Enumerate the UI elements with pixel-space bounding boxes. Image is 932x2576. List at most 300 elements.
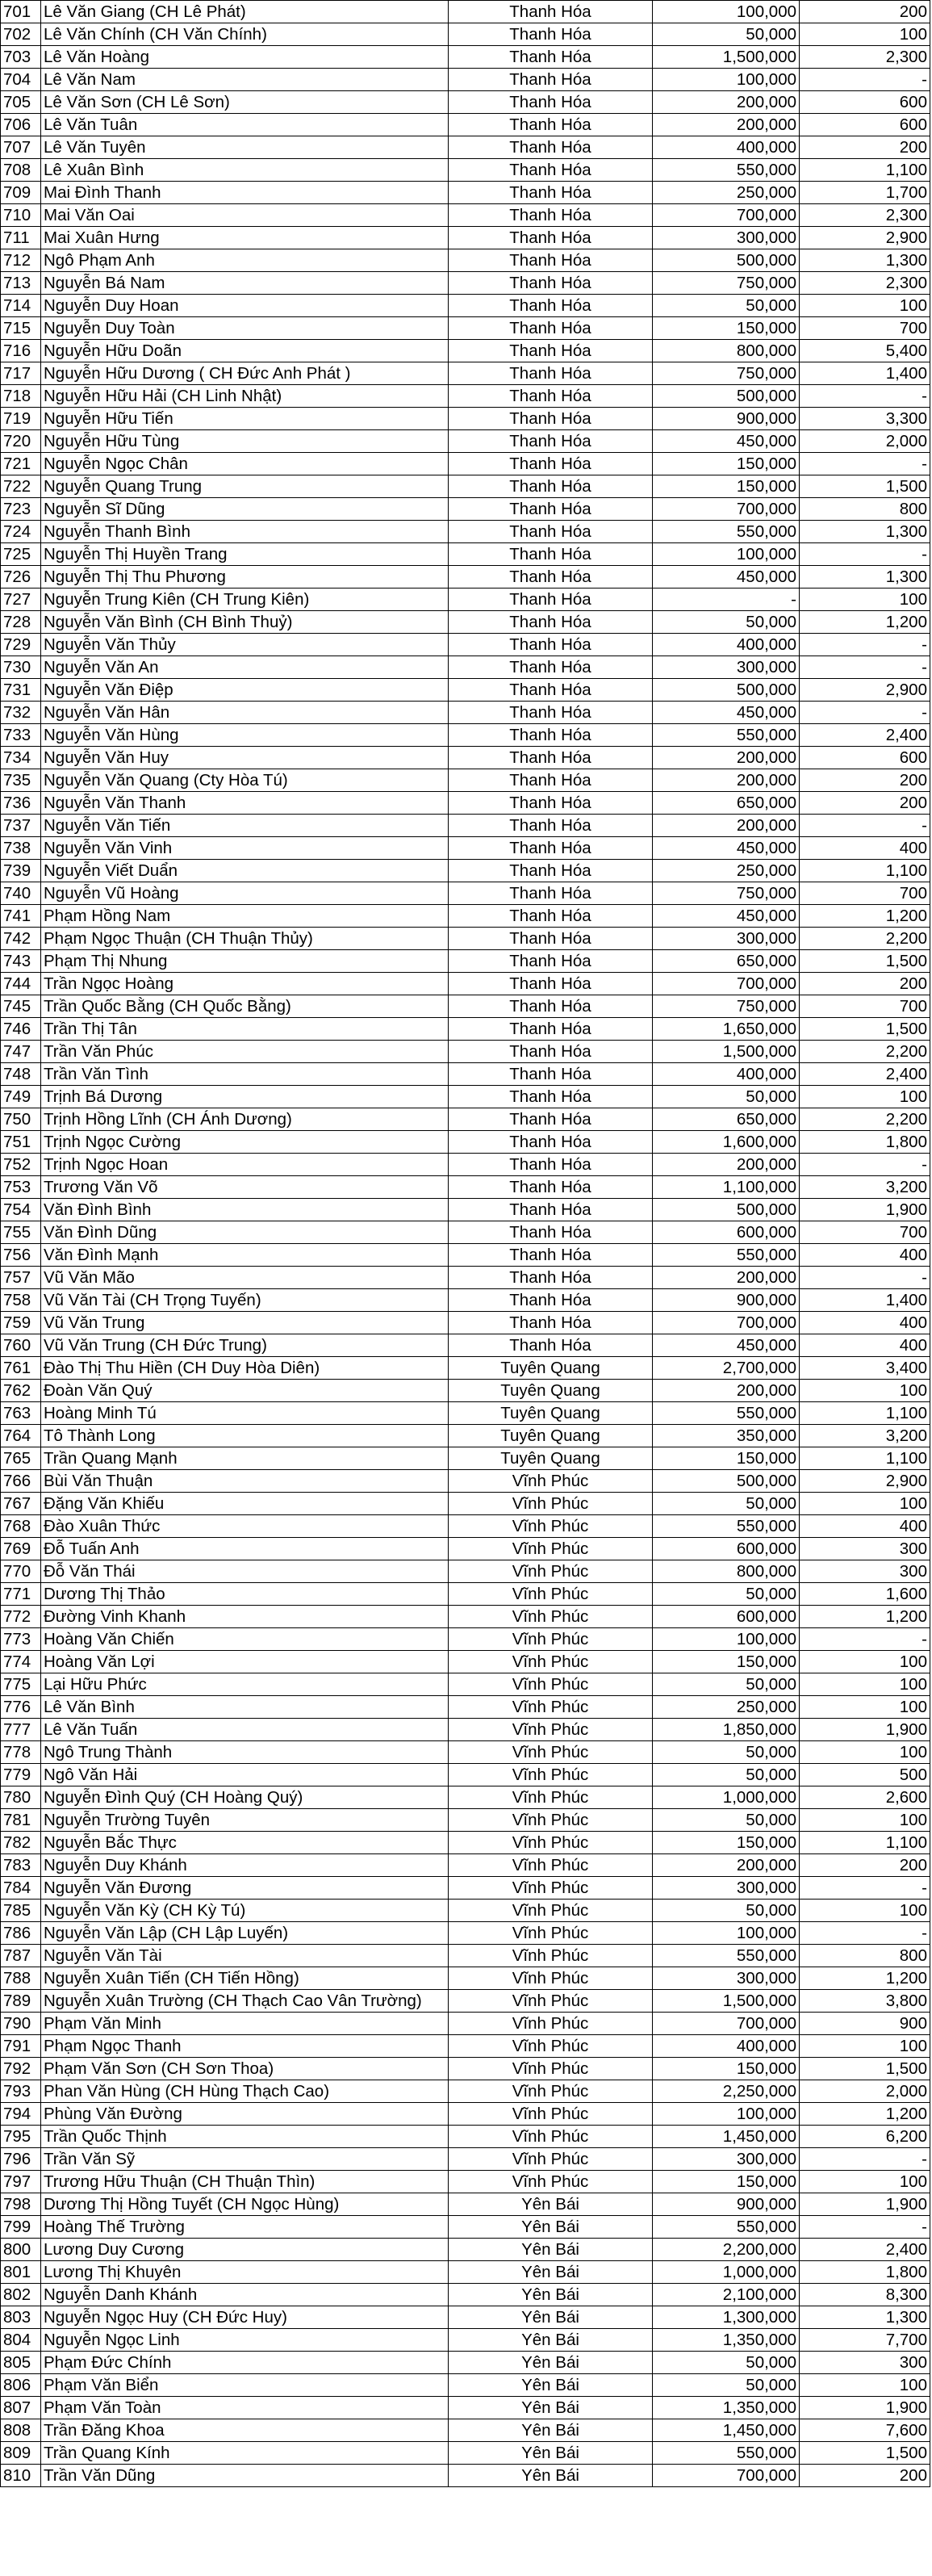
- row-number-cell: 728: [1, 611, 41, 634]
- name-cell: Nguyễn Văn Điệp: [41, 679, 449, 702]
- province-cell: Vĩnh Phúc: [449, 1515, 653, 1538]
- name-cell: Lương Thị Khuyên: [41, 2261, 449, 2284]
- points-cell: 1,500: [800, 2058, 930, 2080]
- points-cell: 2,000: [800, 430, 930, 453]
- name-cell: Nguyễn Văn Tài: [41, 1945, 449, 1967]
- amount-cell: 550,000: [653, 2216, 800, 2239]
- province-cell: Thanh Hóa: [449, 1041, 653, 1063]
- points-cell: 3,800: [800, 1990, 930, 2013]
- row-number-cell: 754: [1, 1199, 41, 1221]
- points-cell: 400: [800, 1312, 930, 1334]
- name-cell: Nguyễn Xuân Tiến (CH Tiến Hồng): [41, 1967, 449, 1990]
- amount-cell: 100,000: [653, 69, 800, 91]
- row-number-cell: 810: [1, 2465, 41, 2487]
- name-cell: Trần Văn Phúc: [41, 1041, 449, 1063]
- row-number-cell: 801: [1, 2261, 41, 2284]
- name-cell: Nguyễn Văn Hùng: [41, 724, 449, 747]
- row-number-cell: 716: [1, 340, 41, 362]
- table-row: [1, 1199, 930, 1221]
- province-cell: Tuyên Quang: [449, 1447, 653, 1470]
- row-number-cell: 718: [1, 385, 41, 408]
- row-number-cell: 723: [1, 498, 41, 521]
- name-cell: Nguyễn Hữu Dương ( CH Đức Anh Phát ): [41, 362, 449, 385]
- table-row: [1, 1493, 930, 1515]
- table-row: [1, 159, 930, 182]
- name-cell: Nguyễn Trung Kiên (CH Trung Kiên): [41, 589, 449, 611]
- points-cell: 1,900: [800, 1719, 930, 1741]
- table-row: [1, 837, 930, 860]
- name-cell: Đỗ Văn Thái: [41, 1560, 449, 1583]
- province-cell: Thanh Hóa: [449, 69, 653, 91]
- province-cell: Thanh Hóa: [449, 91, 653, 114]
- points-cell: 600: [800, 114, 930, 136]
- name-cell: Phạm Ngọc Thanh: [41, 2035, 449, 2058]
- row-number-cell: 779: [1, 1764, 41, 1786]
- row-number-cell: 803: [1, 2306, 41, 2329]
- points-cell: 300: [800, 1560, 930, 1583]
- amount-cell: 550,000: [653, 1244, 800, 1267]
- points-cell: 2,300: [800, 272, 930, 295]
- points-cell: 700: [800, 1221, 930, 1244]
- points-cell: -: [800, 1628, 930, 1651]
- amount-cell: 1,100,000: [653, 1176, 800, 1199]
- row-number-cell: 791: [1, 2035, 41, 2058]
- province-cell: Yên Bái: [449, 2352, 653, 2374]
- amount-cell: 750,000: [653, 272, 800, 295]
- name-cell: Dương Thị Hồng Tuyết (CH Ngọc Hùng): [41, 2193, 449, 2216]
- province-cell: Thanh Hóa: [449, 769, 653, 792]
- points-cell: 3,300: [800, 408, 930, 430]
- table-row: [1, 1967, 930, 1990]
- name-cell: Vũ Văn Trung (CH Đức Trung): [41, 1334, 449, 1357]
- row-number-cell: 799: [1, 2216, 41, 2239]
- table-row: [1, 2419, 930, 2442]
- table-row: [1, 1312, 930, 1334]
- points-cell: 7,600: [800, 2419, 930, 2442]
- province-cell: Yên Bái: [449, 2397, 653, 2419]
- name-cell: Lê Văn Nam: [41, 69, 449, 91]
- table-row: [1, 1651, 930, 1673]
- name-cell: Nguyễn Danh Khánh: [41, 2284, 449, 2306]
- amount-cell: 700,000: [653, 498, 800, 521]
- points-cell: 1,200: [800, 905, 930, 928]
- points-cell: 100: [800, 1086, 930, 1108]
- points-cell: 1,800: [800, 2261, 930, 2284]
- row-number-cell: 748: [1, 1063, 41, 1086]
- name-cell: Lê Văn Bình: [41, 1696, 449, 1719]
- province-cell: Tuyên Quang: [449, 1357, 653, 1380]
- points-cell: 200: [800, 769, 930, 792]
- points-cell: 1,500: [800, 950, 930, 973]
- points-cell: 2,200: [800, 1108, 930, 1131]
- amount-cell: 100,000: [653, 1, 800, 23]
- amount-cell: 1,500,000: [653, 1041, 800, 1063]
- row-number-cell: 756: [1, 1244, 41, 1267]
- amount-cell: 250,000: [653, 1696, 800, 1719]
- name-cell: Nguyễn Vũ Hoàng: [41, 882, 449, 905]
- amount-cell: 450,000: [653, 837, 800, 860]
- row-number-cell: 776: [1, 1696, 41, 1719]
- amount-cell: 800,000: [653, 340, 800, 362]
- row-number-cell: 730: [1, 656, 41, 679]
- table-row: [1, 1334, 930, 1357]
- amount-cell: 800,000: [653, 1560, 800, 1583]
- table-row: [1, 973, 930, 995]
- table-row: [1, 2126, 930, 2148]
- table-row: [1, 1786, 930, 1809]
- row-number-cell: 773: [1, 1628, 41, 1651]
- province-cell: Thanh Hóa: [449, 950, 653, 973]
- row-number-cell: 786: [1, 1922, 41, 1945]
- amount-cell: 300,000: [653, 1877, 800, 1900]
- points-cell: -: [800, 1877, 930, 1900]
- amount-cell: 100,000: [653, 1628, 800, 1651]
- amount-cell: 150,000: [653, 453, 800, 475]
- table-row: [1, 1086, 930, 1108]
- points-cell: 400: [800, 1244, 930, 1267]
- amount-cell: 300,000: [653, 928, 800, 950]
- amount-cell: 50,000: [653, 1741, 800, 1764]
- row-number-cell: 805: [1, 2352, 41, 2374]
- province-cell: Vĩnh Phúc: [449, 1606, 653, 1628]
- name-cell: Trịnh Ngọc Cường: [41, 1131, 449, 1154]
- name-cell: Lê Văn Tuấn: [41, 1719, 449, 1741]
- points-cell: 300: [800, 2352, 930, 2374]
- amount-cell: 200,000: [653, 1154, 800, 1176]
- province-cell: Thanh Hóa: [449, 204, 653, 227]
- row-number-cell: 703: [1, 46, 41, 69]
- row-number-cell: 731: [1, 679, 41, 702]
- table-row: [1, 498, 930, 521]
- amount-cell: 650,000: [653, 950, 800, 973]
- amount-cell: 550,000: [653, 724, 800, 747]
- table-row: [1, 136, 930, 159]
- row-number-cell: 762: [1, 1380, 41, 1402]
- table-row: [1, 340, 930, 362]
- table-row: [1, 656, 930, 679]
- amount-cell: 250,000: [653, 182, 800, 204]
- table-row: [1, 1108, 930, 1131]
- table-row: [1, 1, 930, 23]
- name-cell: Trịnh Hồng Lĩnh (CH Ánh Dương): [41, 1108, 449, 1131]
- points-cell: 3,200: [800, 1425, 930, 1447]
- points-cell: 100: [800, 295, 930, 317]
- points-cell: 800: [800, 1945, 930, 1967]
- name-cell: Lại Hữu Phức: [41, 1673, 449, 1696]
- name-cell: Nguyễn Quang Trung: [41, 475, 449, 498]
- province-cell: Yên Bái: [449, 2284, 653, 2306]
- table-row: [1, 769, 930, 792]
- table-row: [1, 882, 930, 905]
- amount-cell: 750,000: [653, 995, 800, 1018]
- name-cell: Phạm Ngọc Thuận (CH Thuận Thủy): [41, 928, 449, 950]
- table-row: [1, 453, 930, 475]
- province-cell: Vĩnh Phúc: [449, 1628, 653, 1651]
- points-cell: 2,300: [800, 204, 930, 227]
- name-cell: Trương Hữu Thuận (CH Thuận Thìn): [41, 2171, 449, 2193]
- table-row: [1, 905, 930, 928]
- amount-cell: 550,000: [653, 1515, 800, 1538]
- table-row: [1, 227, 930, 249]
- row-number-cell: 787: [1, 1945, 41, 1967]
- row-number-cell: 767: [1, 1493, 41, 1515]
- province-cell: Vĩnh Phúc: [449, 1809, 653, 1832]
- amount-cell: 300,000: [653, 656, 800, 679]
- row-number-cell: 807: [1, 2397, 41, 2419]
- amount-cell: 150,000: [653, 1832, 800, 1854]
- amount-cell: 1,350,000: [653, 2397, 800, 2419]
- province-cell: Thanh Hóa: [449, 521, 653, 543]
- row-number-cell: 706: [1, 114, 41, 136]
- points-cell: 2,300: [800, 46, 930, 69]
- table-row: [1, 1990, 930, 2013]
- amount-cell: 700,000: [653, 1312, 800, 1334]
- name-cell: Lê Văn Sơn (CH Lê Sơn): [41, 91, 449, 114]
- amount-cell: 400,000: [653, 634, 800, 656]
- province-cell: Tuyên Quang: [449, 1402, 653, 1425]
- amount-cell: 700,000: [653, 2465, 800, 2487]
- row-number-cell: 790: [1, 2013, 41, 2035]
- amount-cell: 50,000: [653, 1086, 800, 1108]
- table-row: [1, 91, 930, 114]
- name-cell: Bùi Văn Thuận: [41, 1470, 449, 1493]
- province-cell: Thanh Hóa: [449, 928, 653, 950]
- points-cell: -: [800, 69, 930, 91]
- row-number-cell: 761: [1, 1357, 41, 1380]
- name-cell: Đoàn Văn Quý: [41, 1380, 449, 1402]
- province-cell: Thanh Hóa: [449, 362, 653, 385]
- amount-cell: 50,000: [653, 2374, 800, 2397]
- points-cell: 1,100: [800, 159, 930, 182]
- table-row: [1, 2374, 930, 2397]
- amount-cell: 200,000: [653, 1267, 800, 1289]
- amount-cell: 450,000: [653, 430, 800, 453]
- points-cell: 900: [800, 2013, 930, 2035]
- amount-cell: 100,000: [653, 2103, 800, 2126]
- table-row: [1, 2058, 930, 2080]
- row-number-cell: 704: [1, 69, 41, 91]
- points-cell: 1,100: [800, 860, 930, 882]
- name-cell: Nguyễn Văn Thủy: [41, 634, 449, 656]
- amount-cell: 200,000: [653, 1854, 800, 1877]
- row-number-cell: 765: [1, 1447, 41, 1470]
- row-number-cell: 758: [1, 1289, 41, 1312]
- table-row: [1, 995, 930, 1018]
- table-row: [1, 1018, 930, 1041]
- province-cell: Vĩnh Phúc: [449, 1900, 653, 1922]
- name-cell: Phạm Hồng Nam: [41, 905, 449, 928]
- row-number-cell: 724: [1, 521, 41, 543]
- amount-cell: 1,600,000: [653, 1131, 800, 1154]
- name-cell: Nguyễn Văn Đương: [41, 1877, 449, 1900]
- row-number-cell: 794: [1, 2103, 41, 2126]
- province-cell: Thanh Hóa: [449, 589, 653, 611]
- amount-cell: 600,000: [653, 1606, 800, 1628]
- name-cell: Nguyễn Thanh Bình: [41, 521, 449, 543]
- points-cell: 300: [800, 1538, 930, 1560]
- amount-cell: 550,000: [653, 521, 800, 543]
- row-number-cell: 720: [1, 430, 41, 453]
- name-cell: Nguyễn Ngọc Huy (CH Đức Huy): [41, 2306, 449, 2329]
- row-number-cell: 708: [1, 159, 41, 182]
- points-cell: 7,700: [800, 2329, 930, 2352]
- province-cell: Vĩnh Phúc: [449, 1719, 653, 1741]
- province-cell: Thanh Hóa: [449, 159, 653, 182]
- amount-cell: 50,000: [653, 1809, 800, 1832]
- name-cell: Nguyễn Văn An: [41, 656, 449, 679]
- row-number-cell: 797: [1, 2171, 41, 2193]
- points-cell: 1,300: [800, 249, 930, 272]
- row-number-cell: 705: [1, 91, 41, 114]
- row-number-cell: 701: [1, 1, 41, 23]
- amount-cell: 350,000: [653, 1425, 800, 1447]
- amount-cell: 500,000: [653, 385, 800, 408]
- table-row: [1, 2239, 930, 2261]
- name-cell: Ngô Văn Hải: [41, 1764, 449, 1786]
- name-cell: Phạm Văn Toàn: [41, 2397, 449, 2419]
- amount-cell: 200,000: [653, 747, 800, 769]
- province-cell: Thanh Hóa: [449, 860, 653, 882]
- name-cell: Nguyễn Văn Huy: [41, 747, 449, 769]
- row-number-cell: 712: [1, 249, 41, 272]
- points-cell: 400: [800, 1334, 930, 1357]
- table-row: [1, 1560, 930, 1583]
- province-cell: Vĩnh Phúc: [449, 2035, 653, 2058]
- row-number-cell: 757: [1, 1267, 41, 1289]
- amount-cell: 200,000: [653, 769, 800, 792]
- province-cell: Vĩnh Phúc: [449, 1764, 653, 1786]
- province-cell: Thanh Hóa: [449, 1199, 653, 1221]
- name-cell: Hoàng Thế Trường: [41, 2216, 449, 2239]
- amount-cell: 550,000: [653, 1945, 800, 1967]
- province-cell: Vĩnh Phúc: [449, 1470, 653, 1493]
- name-cell: Nguyễn Đình Quý (CH Hoàng Quý): [41, 1786, 449, 1809]
- province-cell: Thanh Hóa: [449, 656, 653, 679]
- table-row: [1, 430, 930, 453]
- province-cell: Yên Bái: [449, 2374, 653, 2397]
- points-cell: 1,200: [800, 1967, 930, 1990]
- table-row: [1, 249, 930, 272]
- province-cell: Thanh Hóa: [449, 815, 653, 837]
- amount-cell: 50,000: [653, 1673, 800, 1696]
- province-cell: Thanh Hóa: [449, 1289, 653, 1312]
- row-number-cell: 766: [1, 1470, 41, 1493]
- row-number-cell: 802: [1, 2284, 41, 2306]
- province-cell: Thanh Hóa: [449, 995, 653, 1018]
- amount-cell: 450,000: [653, 905, 800, 928]
- province-cell: Vĩnh Phúc: [449, 1786, 653, 1809]
- name-cell: Phạm Văn Minh: [41, 2013, 449, 2035]
- row-number-cell: 796: [1, 2148, 41, 2171]
- points-cell: 400: [800, 837, 930, 860]
- table-row: [1, 362, 930, 385]
- name-cell: Nguyễn Văn Bình (CH Bình Thuỷ): [41, 611, 449, 634]
- row-number-cell: 711: [1, 227, 41, 249]
- row-number-cell: 792: [1, 2058, 41, 2080]
- row-number-cell: 721: [1, 453, 41, 475]
- name-cell: Nguyễn Bá Nam: [41, 272, 449, 295]
- name-cell: Trần Đăng Khoa: [41, 2419, 449, 2442]
- name-cell: Trương Văn Võ: [41, 1176, 449, 1199]
- amount-cell: 500,000: [653, 249, 800, 272]
- province-cell: Vĩnh Phúc: [449, 1560, 653, 1583]
- table-row: [1, 2284, 930, 2306]
- table-row: [1, 2171, 930, 2193]
- table-row: [1, 1221, 930, 1244]
- table-row: [1, 2216, 930, 2239]
- points-cell: 200: [800, 2465, 930, 2487]
- amount-cell: 250,000: [653, 860, 800, 882]
- table-row: [1, 634, 930, 656]
- row-number-cell: 760: [1, 1334, 41, 1357]
- row-number-cell: 782: [1, 1832, 41, 1854]
- points-cell: 1,300: [800, 2306, 930, 2329]
- province-cell: Vĩnh Phúc: [449, 1741, 653, 1764]
- points-cell: 1,900: [800, 2397, 930, 2419]
- table-row: [1, 1764, 930, 1786]
- province-cell: Yên Bái: [449, 2239, 653, 2261]
- province-cell: Vĩnh Phúc: [449, 1945, 653, 1967]
- province-cell: Thanh Hóa: [449, 905, 653, 928]
- points-cell: -: [800, 634, 930, 656]
- row-number-cell: 727: [1, 589, 41, 611]
- amount-cell: 300,000: [653, 1967, 800, 1990]
- name-cell: Nguyễn Duy Hoan: [41, 295, 449, 317]
- name-cell: Đỗ Tuấn Anh: [41, 1538, 449, 1560]
- row-number-cell: 742: [1, 928, 41, 950]
- amount-cell: 600,000: [653, 1538, 800, 1560]
- row-number-cell: 808: [1, 2419, 41, 2442]
- amount-cell: 1,650,000: [653, 1018, 800, 1041]
- points-cell: 1,500: [800, 1018, 930, 1041]
- table-row: [1, 1154, 930, 1176]
- province-cell: Thanh Hóa: [449, 295, 653, 317]
- points-cell: 1,900: [800, 2193, 930, 2216]
- points-cell: 2,900: [800, 679, 930, 702]
- province-cell: Vĩnh Phúc: [449, 2126, 653, 2148]
- name-cell: Văn Đình Dũng: [41, 1221, 449, 1244]
- amount-cell: 900,000: [653, 1289, 800, 1312]
- row-number-cell: 788: [1, 1967, 41, 1990]
- row-number-cell: 749: [1, 1086, 41, 1108]
- table-row: [1, 2397, 930, 2419]
- name-cell: Hoàng Văn Lợi: [41, 1651, 449, 1673]
- amount-cell: 700,000: [653, 2013, 800, 2035]
- row-number-cell: 734: [1, 747, 41, 769]
- name-cell: Nguyễn Xuân Trường (CH Thạch Cao Vân Trường): [41, 1990, 449, 2013]
- name-cell: Đào Thị Thu Hiền (CH Duy Hòa Diên): [41, 1357, 449, 1380]
- row-number-cell: 702: [1, 23, 41, 46]
- table-row: [1, 1380, 930, 1402]
- name-cell: Mai Văn Oai: [41, 204, 449, 227]
- points-cell: 100: [800, 2374, 930, 2397]
- points-cell: 1,400: [800, 362, 930, 385]
- points-cell: 1,100: [800, 1402, 930, 1425]
- province-cell: Thanh Hóa: [449, 1131, 653, 1154]
- points-cell: 100: [800, 1900, 930, 1922]
- amount-cell: 900,000: [653, 2193, 800, 2216]
- province-cell: Vĩnh Phúc: [449, 1854, 653, 1877]
- amount-cell: 400,000: [653, 136, 800, 159]
- points-cell: 100: [800, 1741, 930, 1764]
- points-cell: 700: [800, 317, 930, 340]
- table-row: [1, 1945, 930, 1967]
- name-cell: Trần Văn Sỹ: [41, 2148, 449, 2171]
- province-cell: Vĩnh Phúc: [449, 2080, 653, 2103]
- row-number-cell: 737: [1, 815, 41, 837]
- table-row: [1, 747, 930, 769]
- points-cell: 1,500: [800, 475, 930, 498]
